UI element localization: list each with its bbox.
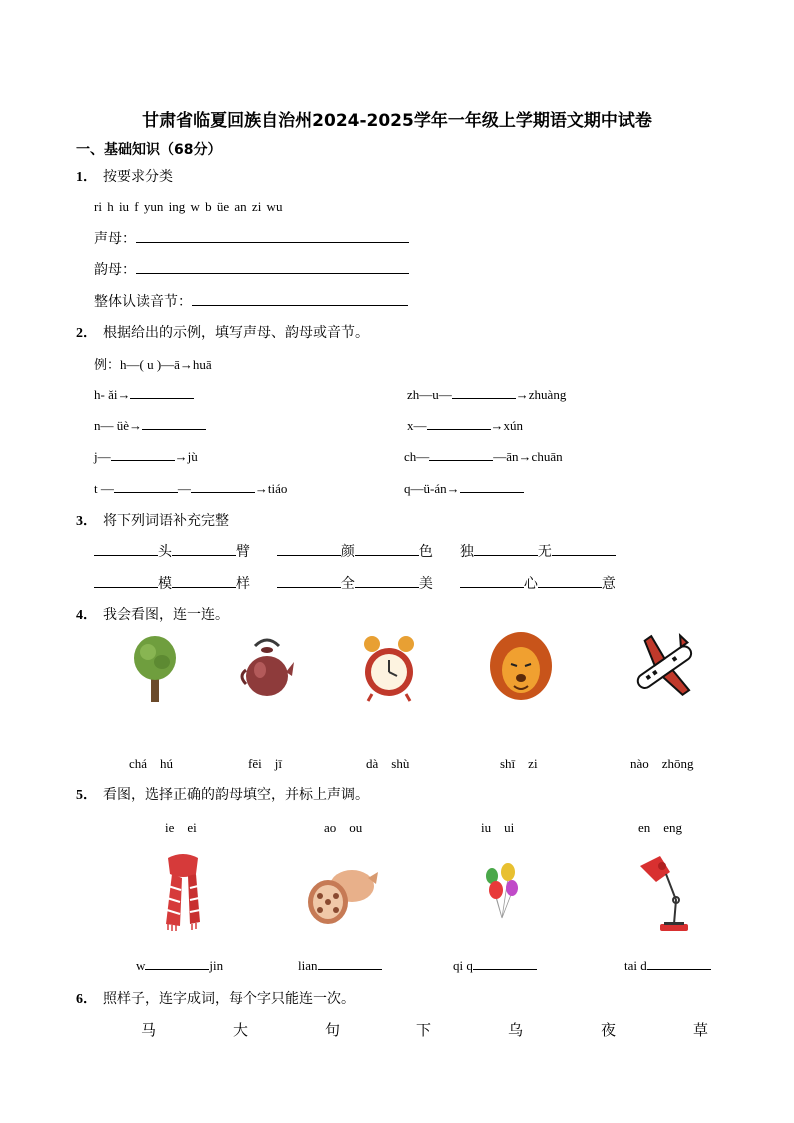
pinyin-label: fēi jī — [248, 756, 282, 771]
vowel-options: ie ei — [165, 820, 197, 835]
answer-blank[interactable] — [172, 543, 236, 556]
answer-blank[interactable] — [429, 448, 493, 461]
fill-item — [136, 957, 223, 974]
connect-char: 乌 — [508, 1021, 524, 1039]
row-label: 整体认读音节： — [94, 294, 192, 310]
fill-item — [298, 957, 382, 974]
pinyin-label: dà shù — [366, 756, 410, 771]
idiom-row-1 — [94, 541, 616, 561]
answer-blank[interactable] — [647, 957, 711, 970]
idiom-char: 样 — [236, 576, 250, 592]
fill-item — [94, 417, 206, 434]
question-text: 按要求分类 — [103, 169, 173, 185]
tree-icon — [132, 634, 178, 704]
question-number: 2． — [76, 326, 97, 341]
question-6 — [76, 988, 355, 1008]
question-text: 我会看图，连一连。 — [103, 607, 229, 623]
answer-blank[interactable] — [355, 575, 419, 588]
answer-blank[interactable] — [191, 480, 255, 493]
scarf-icon — [160, 852, 206, 932]
page-title: 甘肃省临夏回族自治州2024-2025学年一年级上学期语文期中试卷 — [142, 111, 652, 131]
question-1 — [76, 166, 173, 186]
pinyin-label: nào zhōng — [630, 756, 694, 771]
item-text: q—ü-án→ — [404, 481, 460, 496]
answer-blank[interactable] — [136, 261, 409, 274]
idiom-row-2 — [94, 573, 616, 593]
pinyin-label: chá hú — [129, 756, 174, 771]
item-text: →zhuàng — [515, 387, 567, 402]
fill-item — [94, 480, 287, 497]
question-number: 1． — [76, 170, 97, 185]
item-text: —ān→chuān — [493, 449, 563, 464]
item-text: — — [177, 481, 191, 496]
answer-blank[interactable] — [538, 575, 602, 588]
lion-icon — [489, 630, 553, 706]
item-text: →jù — [174, 449, 198, 464]
answer-blank[interactable] — [111, 448, 175, 461]
question-number: 6． — [76, 992, 97, 1007]
fill-item — [94, 386, 194, 403]
answer-row-zhengti — [94, 291, 408, 311]
lotus-root-icon — [306, 858, 378, 928]
answer-blank[interactable] — [94, 575, 158, 588]
question-text: 看图，选择正确的韵母填空，并标上声调。 — [103, 787, 369, 803]
idiom-char: 色 — [418, 544, 433, 560]
answer-blank[interactable] — [460, 575, 524, 588]
alarm-clock-icon — [362, 634, 416, 702]
answer-blank[interactable] — [460, 480, 524, 493]
fill-item — [404, 448, 563, 465]
answer-blank[interactable] — [473, 957, 537, 970]
item-text: zh—u— — [407, 387, 452, 402]
answer-blank[interactable] — [172, 575, 236, 588]
answer-blank[interactable] — [318, 957, 382, 970]
answer-blank[interactable] — [355, 543, 419, 556]
item-text: n— üè→ — [94, 418, 143, 433]
fill-item — [407, 386, 566, 403]
item-text: tai d — [624, 958, 647, 973]
connect-char: 夜 — [601, 1021, 617, 1039]
answer-blank[interactable] — [552, 543, 616, 556]
idiom-char: 臂 — [236, 544, 250, 560]
example-line: 例：h—( u )—ā→huā — [94, 357, 212, 372]
item-text: →xún — [490, 418, 523, 433]
answer-row-shengmu — [94, 228, 409, 248]
idiom-char: 意 — [601, 576, 616, 592]
question-text: 照样子，连字成词，每个字只能连一次。 — [103, 991, 355, 1007]
item-text: t — — [94, 481, 114, 496]
answer-blank[interactable] — [142, 417, 206, 430]
idiom-char: 模 — [158, 576, 172, 592]
balloons-icon — [482, 862, 522, 920]
answer-blank[interactable] — [277, 575, 341, 588]
item-text: h- ǎi→ — [94, 387, 131, 402]
answer-blank[interactable] — [192, 293, 408, 306]
question-number: 3． — [76, 514, 97, 529]
fill-item — [404, 480, 524, 497]
row-label: 韵母： — [94, 262, 136, 278]
question-2 — [76, 322, 369, 342]
vowel-options: en eng — [638, 820, 683, 835]
question-3 — [76, 510, 229, 530]
idiom-char: 全 — [340, 576, 355, 592]
connect-char: 下 — [416, 1021, 432, 1039]
idiom-char: 颜 — [340, 544, 355, 560]
idiom-char: 无 — [537, 544, 552, 560]
vowel-options: iu ui — [481, 820, 515, 835]
item-text: jin — [209, 958, 224, 973]
answer-blank[interactable] — [452, 386, 516, 399]
answer-blank[interactable] — [277, 543, 341, 556]
question-4 — [76, 604, 229, 624]
pinyin-label: shī zi — [500, 756, 538, 771]
desk-lamp-icon — [636, 852, 698, 934]
answer-row-yunmu — [94, 259, 409, 279]
idiom-char: 独 — [459, 544, 474, 560]
question-number: 5． — [76, 788, 97, 803]
connect-char: 草 — [693, 1021, 709, 1039]
question-5 — [76, 784, 369, 804]
item-text: ch— — [404, 449, 430, 464]
answer-blank[interactable] — [94, 543, 158, 556]
pinyin-letters: ri h iu f yun ing w b üe an zi wu — [94, 199, 283, 214]
item-text: w — [136, 958, 146, 973]
item-text: j— — [94, 449, 111, 464]
answer-blank[interactable] — [136, 230, 409, 243]
connect-char: 大 — [233, 1021, 249, 1039]
vowel-options: ao ou — [324, 820, 363, 835]
question-text: 根据给出的示例，填写声母、韵母或音节。 — [103, 325, 369, 341]
idiom-char: 头 — [158, 544, 172, 560]
answer-blank[interactable] — [427, 417, 491, 430]
connect-char: 句 — [325, 1021, 341, 1039]
answer-blank[interactable] — [114, 480, 178, 493]
answer-blank[interactable] — [145, 957, 209, 970]
teapot-icon — [240, 636, 294, 700]
answer-blank[interactable] — [130, 386, 194, 399]
section-heading: 一、基础知识（68分） — [76, 142, 222, 158]
question-number: 4． — [76, 608, 97, 623]
item-text: lian — [298, 958, 318, 973]
airplane-icon — [630, 630, 700, 706]
fill-item — [453, 957, 537, 974]
item-text: qi q — [453, 958, 473, 973]
connect-char: 马 — [141, 1021, 157, 1039]
fill-item — [407, 417, 523, 434]
item-text: x— — [407, 418, 427, 433]
answer-blank[interactable] — [474, 543, 538, 556]
item-text: →tiáo — [254, 481, 288, 496]
fill-item — [94, 448, 198, 465]
row-label: 声母： — [94, 231, 136, 247]
fill-item — [624, 957, 711, 974]
question-text: 将下列词语补充完整 — [103, 513, 229, 529]
idiom-char: 心 — [523, 576, 538, 592]
idiom-char: 美 — [418, 576, 433, 592]
